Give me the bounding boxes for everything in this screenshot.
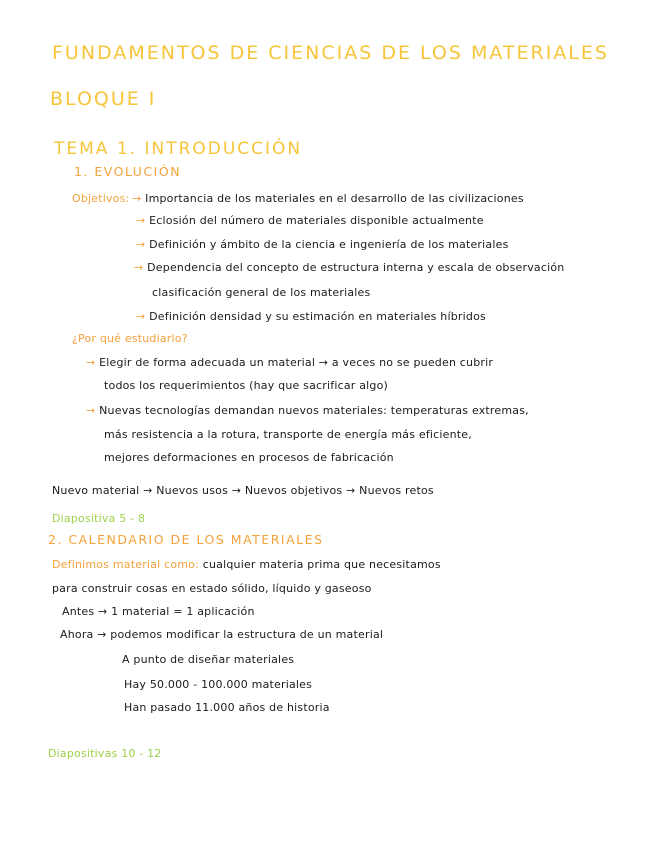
now-item: Hay 50.000 - 100.000 materiales — [124, 678, 313, 691]
definition-continuation: para construir cosas en estado sólido, líquido y gaseoso — [52, 582, 372, 595]
objectives-label: Objetivos: — [72, 192, 130, 205]
document-title: FUNDAMENTOS DE CIENCIAS DE LOS MATERIALES — [52, 42, 609, 64]
definition-label: Definimos material como: — [52, 558, 200, 571]
objective-item: → Definición y ámbito de la ciencia e ingeniería de los materiales — [136, 238, 509, 251]
why-study-label: ¿Por qué estudiarlo? — [72, 332, 188, 345]
now-note: Ahora → podemos modificar la estructura de un material — [60, 628, 384, 641]
objective-item-continuation: clasificación general de los materiales — [152, 286, 371, 299]
now-item: Han pasado 11.000 años de historia — [124, 701, 330, 714]
section-evolucion-heading: 1. EVOLUCIÓN — [74, 164, 182, 179]
why-item: → Nuevas tecnologías demandan nuevos materiales: temperaturas extremas, — [86, 404, 529, 417]
arrow-icon: → — [134, 261, 148, 274]
objective-item: → Eclosión del número de materiales disponible actualmente — [136, 214, 484, 227]
definition-line — [52, 559, 441, 570]
arrow-icon: → — [136, 310, 150, 323]
arrow-icon: → — [136, 214, 150, 227]
arrow-icon: → — [136, 238, 150, 251]
objective-item: → Definición densidad y su estimación en materiales híbridos — [136, 310, 486, 323]
arrow-icon: → — [86, 356, 100, 369]
why-item-continuation: mejores deformaciones en procesos de fabricación — [104, 451, 394, 464]
objective-item: → Dependencia del concepto de estructura interna y escala de observación — [134, 261, 565, 274]
block-heading: BLOQUE I — [50, 88, 157, 110]
slides-reference: Diapositiva 5 - 8 — [52, 512, 146, 525]
why-item-continuation: más resistencia a la rotura, transporte de energía más eficiente, — [104, 428, 472, 441]
topic-heading: TEMA 1. INTRODUCCIÓN — [54, 139, 303, 159]
why-item: → Elegir de forma adecuada un material → a veces no se pueden cubrir — [86, 356, 494, 369]
materials-chain: Nuevo material → Nuevos usos → Nuevos objetivos → Nuevos retos — [52, 484, 434, 497]
why-item-continuation: todos los requerimientos (hay que sacrificar algo) — [104, 379, 388, 392]
objective-item: → Importancia de los materiales en el desarrollo de las civilizaciones — [132, 192, 524, 205]
before-note: Antes → 1 material = 1 aplicación — [62, 605, 255, 618]
section-calendario-heading: 2. CALENDARIO DE LOS MATERIALES — [48, 532, 324, 547]
arrow-icon: → — [86, 404, 100, 417]
slides-reference: Diapositivas 10 - 12 — [48, 747, 162, 760]
now-item: A punto de diseñar materiales — [122, 653, 295, 666]
definition-text: cualquier materia prima que necesitamos — [202, 558, 441, 571]
arrow-icon: → — [132, 192, 146, 205]
